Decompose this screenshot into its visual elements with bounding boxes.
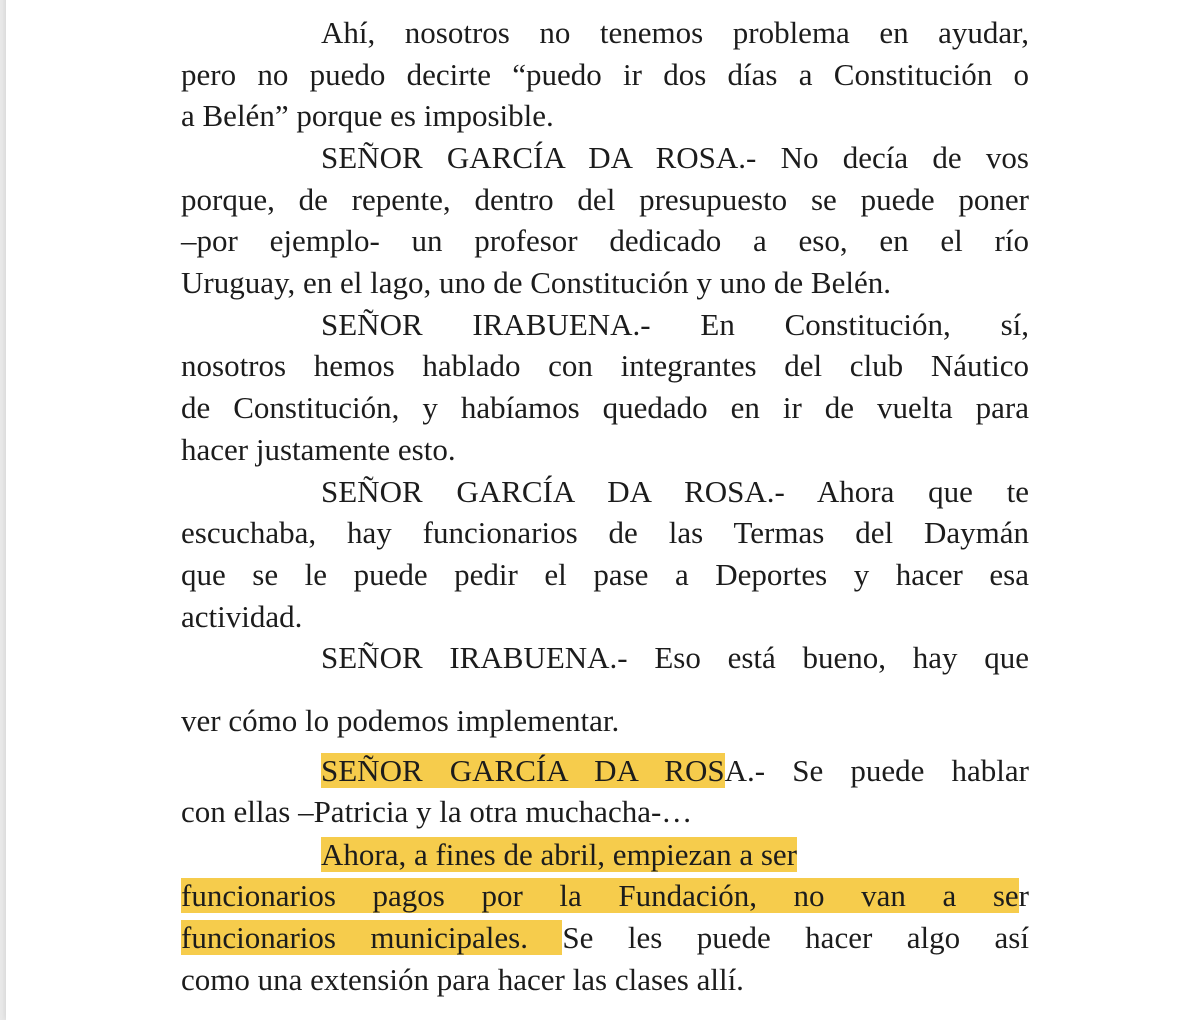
text-line: de Constitución, y habíamos quedado en ir de vuelta para bbox=[181, 390, 1029, 425]
text-line: porque, de repente, dentro del presupuesto se puede poner bbox=[181, 182, 1029, 217]
text-span: Se les puede hacer algo así bbox=[562, 920, 1029, 955]
text-line: a Belén” porque es imposible. bbox=[181, 98, 554, 133]
highlight-mark: SEÑOR GARCÍA DA ROS bbox=[321, 753, 725, 788]
text-line: pero no puedo decirte “puedo ir dos días a Constitución o bbox=[181, 57, 1029, 92]
text-line: escuchaba, hay funcionarios de las Termas del Daymán bbox=[181, 515, 1029, 550]
highlight-mark: funcionarios municipales. bbox=[181, 920, 563, 955]
speaker-line-irabuena: SEÑOR IRABUENA.- En Constitución, sí, bbox=[321, 307, 1029, 342]
speaker-line-garcia: SEÑOR GARCÍA DA ROSA.- Ahora que te bbox=[321, 474, 1029, 509]
highlighted-line bbox=[181, 916, 1029, 960]
text-span: r bbox=[1018, 878, 1029, 913]
speaker-line-garcia-highlighted bbox=[181, 749, 1029, 793]
text-span: A.- Se puede hablar bbox=[724, 753, 1029, 788]
text-line: hacer justamente esto. bbox=[181, 432, 456, 467]
text-line: Ahí, nosotros no tenemos problema en ayudar, bbox=[321, 15, 1029, 50]
text-line: con ellas –Patricia y la otra muchacha-… bbox=[181, 794, 693, 829]
highlight-mark: funcionarios pagos por la Fundación, no van a se bbox=[181, 878, 1019, 913]
highlighted-line bbox=[181, 833, 1029, 877]
highlighted-line bbox=[181, 874, 1029, 918]
speaker-line-irabuena: SEÑOR IRABUENA.- Eso está bueno, hay que bbox=[321, 640, 1029, 675]
document-page bbox=[6, 0, 1200, 1020]
text-line: nosotros hemos hablado con integrantes del club Náutico bbox=[181, 348, 1029, 383]
highlight-mark: Ahora, a fines de abril, empiezan a ser bbox=[321, 837, 797, 872]
text-line: actividad. bbox=[181, 599, 303, 634]
text-line: Uruguay, en el lago, uno de Constitución y uno de Belén. bbox=[181, 265, 891, 300]
text-line: que se le puede pedir el pase a Deportes y hacer esa bbox=[181, 557, 1029, 592]
speaker-line-garcia: SEÑOR GARCÍA DA ROSA.- No decía de vos bbox=[321, 140, 1029, 175]
text-line: como una extensión para hacer las clases allí. bbox=[181, 962, 744, 997]
text-line: ver cómo lo podemos implementar. bbox=[181, 703, 620, 738]
text-line: –por ejemplo- un profesor dedicado a eso, en el río bbox=[181, 223, 1029, 258]
